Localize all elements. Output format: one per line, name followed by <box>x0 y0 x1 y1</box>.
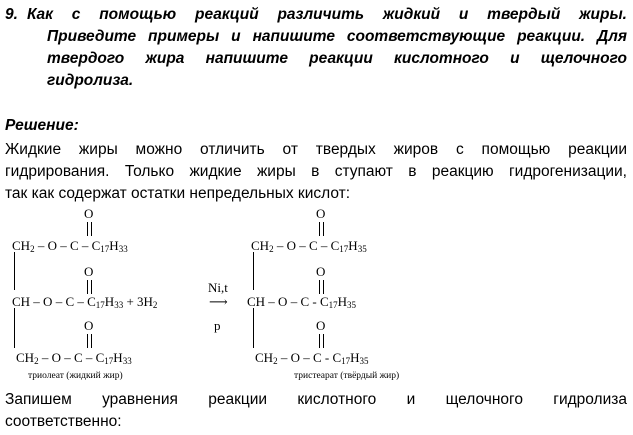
paragraph-1-line-2: гидрирования. Только жидкие жиры в ступают в реакцию гидрогенизации, <box>5 163 627 180</box>
question-line-2: Приведите примеры и напишите соответствующие реакции. Для <box>47 28 627 45</box>
paragraph-2-line-2: соответственно: <box>5 413 122 430</box>
right-backbone-line-lower <box>253 308 254 348</box>
right-double-bond-3 <box>319 334 320 348</box>
solution-heading: Решение: <box>5 117 79 134</box>
question-line-1: 9. Как с помощью реакций различить жидкий и твердый жиры. <box>5 4 627 26</box>
paragraph-2-line-1: Запишем уравнения реакции кислотного и щелочного гидролиза <box>5 391 627 408</box>
right-row-3: $CH_2$ – O – C - $C_{17}H_{35}$ <box>255 350 369 366</box>
right-carbonyl-oxygen-3: O <box>316 318 326 333</box>
left-carbonyl-oxygen-1: O <box>84 206 94 221</box>
question-number: 9. <box>5 6 18 23</box>
question-block <box>5 4 627 92</box>
left-double-bond-3 <box>87 334 88 348</box>
right-double-bond-3b <box>323 334 324 348</box>
right-double-bond-1 <box>319 222 320 236</box>
right-double-bond-2b <box>323 280 324 294</box>
left-double-bond-2 <box>87 280 88 294</box>
left-row-2: CH – $O - C - C_{17}H_{33} + 3H_2$ <box>12 294 158 310</box>
right-backbone-line <box>253 252 254 290</box>
question-line-4: гидролиза. <box>47 72 134 89</box>
left-backbone-line-lower <box>14 308 15 348</box>
left-double-bond-3b <box>91 334 92 348</box>
question-line-3: твердого жира напишите реакции кислотного и щелочного <box>47 50 627 67</box>
left-row-3: $CH_2$ – O – C – $C_{17}H_{33}$ <box>16 350 132 366</box>
left-carbonyl-oxygen-2: O <box>84 264 94 279</box>
reaction-conditions-top: Ni,t <box>208 280 228 295</box>
paragraph-1-line-3: так как содержат остатки непредельных кислот: <box>5 185 351 202</box>
left-caption: триолеат (жидкий жир) <box>28 371 123 381</box>
paragraph-1-line-1: Жидкие жиры можно отличить от твердых жиров с помощью реакции <box>5 141 627 158</box>
right-double-bond-2 <box>319 280 320 294</box>
left-double-bond-1b <box>91 222 92 236</box>
right-row-2: CH – O – C - $C_{17}H_{35}$ <box>247 294 357 310</box>
solution-paragraph-2 <box>5 389 627 433</box>
left-carbonyl-oxygen-3: O <box>84 318 94 333</box>
left-row-1: $CH_2$ – O – C – $C_{17}H_{33}$ <box>12 238 128 254</box>
solution-paragraph-1 <box>5 139 627 205</box>
left-backbone-line <box>14 252 15 290</box>
left-double-bond-1 <box>87 222 88 236</box>
right-row-1: $CH_2$ – O – C – $C_{17}H_{35}$ <box>251 238 367 254</box>
reaction-conditions-bottom: p <box>214 318 221 333</box>
right-caption: тристеарат (твёрдый жир) <box>294 371 400 381</box>
reaction-arrow: ⟶ <box>209 294 228 309</box>
right-carbonyl-oxygen-1: O <box>316 206 326 221</box>
right-carbonyl-oxygen-2: O <box>316 264 326 279</box>
right-double-bond-1b <box>323 222 324 236</box>
left-double-bond-2b <box>91 280 92 294</box>
reaction-diagram <box>0 200 633 386</box>
